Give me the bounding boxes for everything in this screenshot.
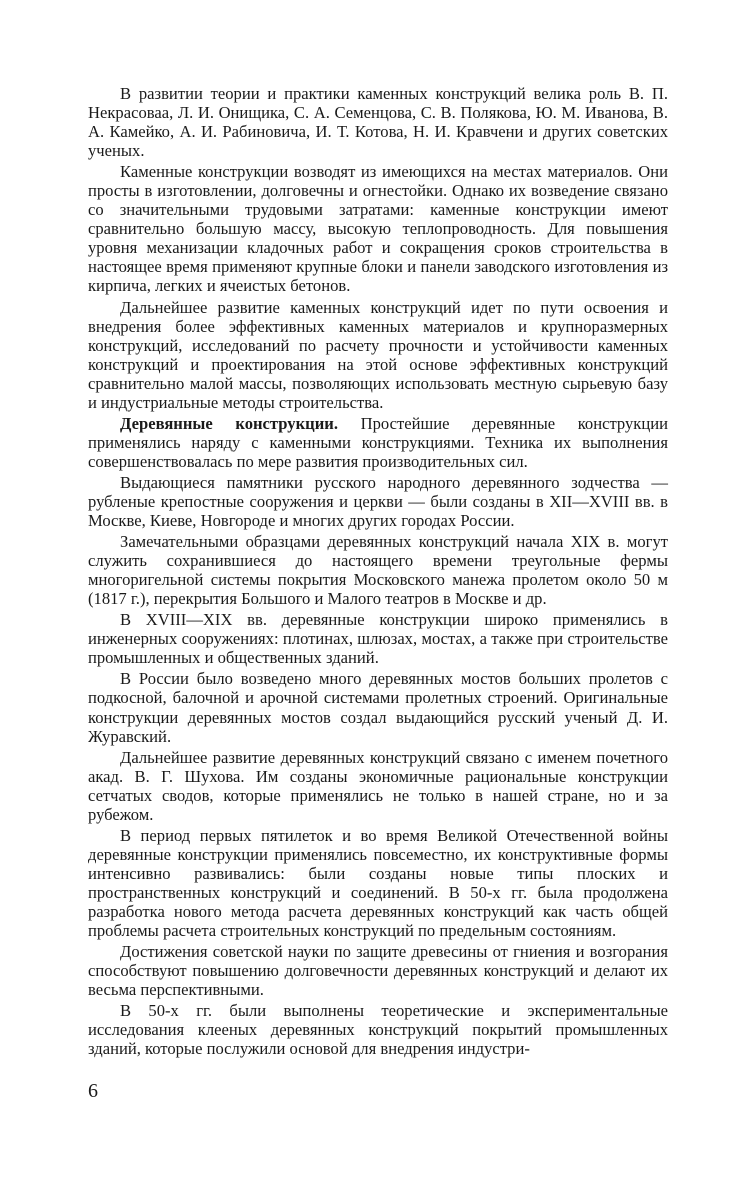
paragraph: Выдающиеся памятники русского народного деревянного зодчества — рубленые крепостные сооружения и церкви — были созданы в XII—XVIII вв. в Москве, Киеве, Новгороде и многих других городах России. [88, 472, 668, 531]
paragraph: В развитии теории и практики каменных конструкций велика роль В. П. Некрасоваа, Л. И. Онищика, С. А. Семенцова, С. В. Полякова, Ю. М. Иванова, В. А. Камейко, А. И. Рабиновича, И. Т. Котова, Н. И. Кравчени и других советских ученых. [88, 84, 668, 161]
paragraph-section-heading: Деревянные конструкции. Простейшие деревянные конструкции применялись наряду с каменными конструкциями. Техника их выполнения совершенствовалась по мере развития производительных сил. [88, 413, 668, 471]
section-heading: Деревянные конструкции. [120, 413, 338, 433]
paragraph: Замечательными образцами деревянных конструкций начала XIX в. могут служить сохранившиеся до настоящего времени треугольные фермы многоригельной системы покрытия Московского манежа пролетом около 50 м (1817 г.), перекрытия Большого и Малого театров в Москве и др. [88, 532, 668, 609]
paragraph: В период первых пятилеток и во время Великой Отечественной войны деревянные конструкции применялись повсеместно, их конструктивные формы интенсивно развивались: были созданы новые типы плоских и пространственных конструкций и соединений. В 50-х гг. была продолжена разработка нового метода расчета деревянных конструкций как часть общей проблемы расчета строительных конструкций по предельным состояниям. [88, 825, 668, 941]
paragraph: Дальнейшее развитие деревянных конструкций связано с именем почетного акад. В. Г. Шухова. Им созданы экономичные рациональные конструкции сетчатых сводов, которые применялись не только в нашей стране, но и за рубежом. [88, 747, 668, 824]
paragraph: В России было возведено много деревянных мостов больших пролетов с подкосной, балочной и арочной системами пролетных строений. Оригинальные конструкции деревянных мостов создал выдающийся русский ученый Д. И. Журавский. [88, 669, 668, 746]
paragraph: Каменные конструкции возводят из имеющихся на местах материалов. Они просты в изготовлении, долговечны и огнестойки. Однако их возведение связано со значительными трудовыми затратами: каменные конструкции имеют сравнительно большую массу, высокую теплопроводность. Для повышения уровня механизации кладочных работ и сокращения сроков строительства в настоящее время применяют крупные блоки и панели заводского изготовления из кирпича, легких и ячеистых бетонов. [88, 162, 668, 296]
paragraph: В 50-х гг. были выполнены теоретические и экспериментальные исследования клееных деревянных конструкций покрытий промышленных зданий, которые послужили основой для внедрения индустри- [88, 1001, 668, 1059]
body-text [88, 84, 668, 1058]
paragraph: Дальнейшее развитие каменных конструкций идет по пути освоения и внедрения более эффективных каменных материалов и крупноразмерных конструкций, исследований по расчету прочности и устойчивости каменных конструкций и проектирования на этой основе эффективных конструкций сравнительно малой массы, позволяющих использовать местную сырьевую базу и индустриальные методы строительства. [88, 297, 668, 412]
page-number: 6 [88, 1080, 98, 1102]
paragraph: В XVIII—XIX вв. деревянные конструкции широко применялись в инженерных сооружениях: плотинах, шлюзах, мостах, а также при строительстве промышленных и общественных зданий. [88, 610, 668, 668]
paragraph: Достижения советской науки по защите древесины от гниения и возгорания способствуют повышению долговечности деревянных конструкций и делают их весьма перспективными. [88, 942, 668, 1000]
